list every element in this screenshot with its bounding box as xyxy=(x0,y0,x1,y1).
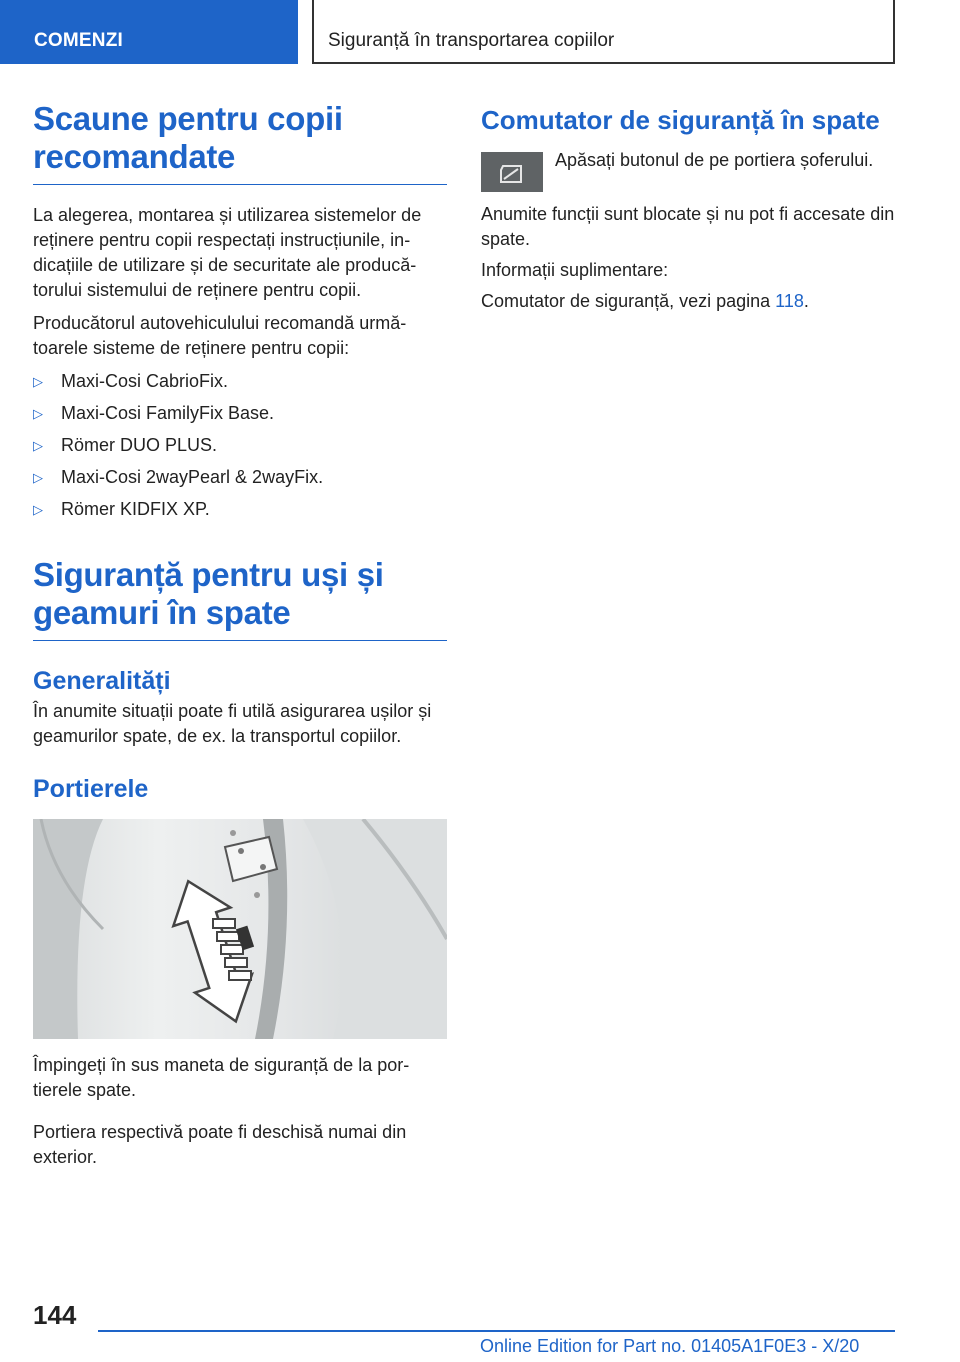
triangle-bullet-icon: ▷ xyxy=(33,374,43,389)
footer-divider xyxy=(98,1330,895,1332)
list-item: ▷ Maxi-Cosi 2wayPearl & 2wayFix. xyxy=(33,465,447,490)
door-lock-illustration xyxy=(33,819,447,1039)
heading-door-safety: Siguranță pentru uși și geamuri în spate xyxy=(33,556,447,641)
header-chapter-title: Siguranță în transportarea copiilor xyxy=(328,30,615,51)
paragraph-push-lever: Împingeți în sus maneta de siguranță de la portierele spate. xyxy=(33,1055,410,1100)
seat-list xyxy=(33,369,447,522)
page-number: 144 xyxy=(33,1300,77,1330)
page-link-118[interactable]: 118 xyxy=(775,291,804,311)
heading-general: Generalități xyxy=(33,667,171,695)
header-section-label: COMENZI xyxy=(34,30,124,51)
list-item: ▷ Römer KIDFIX XP. xyxy=(33,497,447,522)
triangle-bullet-icon: ▷ xyxy=(33,438,43,453)
paragraph-general: În anumite situații poate fi utilă asigurarea ușilor și geamurilor spate, de ex. la transportul copiilor. xyxy=(33,701,432,746)
heading-doors: Portierele xyxy=(33,775,149,803)
heading-rear-safety-switch: Comutator de siguranță în spate xyxy=(481,105,880,135)
heading-recommended-seats: Scaune pentru copii recomandate xyxy=(33,100,447,185)
list-item: ▷ Römer DUO PLUS. xyxy=(33,433,447,458)
header-section-tab xyxy=(0,0,298,64)
triangle-bullet-icon: ▷ xyxy=(33,470,43,485)
triangle-bullet-icon: ▷ xyxy=(33,502,43,517)
list-item: ▷ Maxi-Cosi FamilyFix Base. xyxy=(33,401,447,426)
left-column xyxy=(33,100,447,1170)
paragraph-installation: La alegerea, montarea și utilizarea sistemelor de reținere pentru copii respectați instrucțiunile, indicațiile de utilizare și de securitate ale producătorului sistemului de reținere pentru copii. xyxy=(33,205,422,300)
header-chapter-box xyxy=(312,0,895,64)
paragraph-page-reference: Comutator de siguranță, vezi pagina 118. xyxy=(481,291,809,311)
switch-block xyxy=(481,148,911,192)
right-column xyxy=(481,104,911,314)
window-lock-button-icon xyxy=(481,152,543,192)
paragraph-blocked-functions: Anumite funcții sunt blocate și nu pot fi accesate din spate. xyxy=(481,204,895,249)
paragraph-open-outside: Portiera respectivă poate fi deschisă numai din exterior. xyxy=(33,1122,407,1167)
list-item: ▷ Maxi-Cosi CabrioFix. xyxy=(33,369,447,394)
paragraph-more-info: Informații suplimentare: xyxy=(481,260,669,280)
triangle-bullet-icon: ▷ xyxy=(33,406,43,421)
paragraph-press-button: Apăsați butonul de pe portiera șoferului. xyxy=(555,150,874,170)
door-lock-drawing xyxy=(33,819,447,1039)
paragraph-manufacturer: Producătorul autovehiculului recomandă următoarele sisteme de reținere pentru copii: xyxy=(33,313,407,358)
footer-edition: Online Edition for Part no. 01405A1F0E3 - X/20 xyxy=(480,1336,860,1356)
